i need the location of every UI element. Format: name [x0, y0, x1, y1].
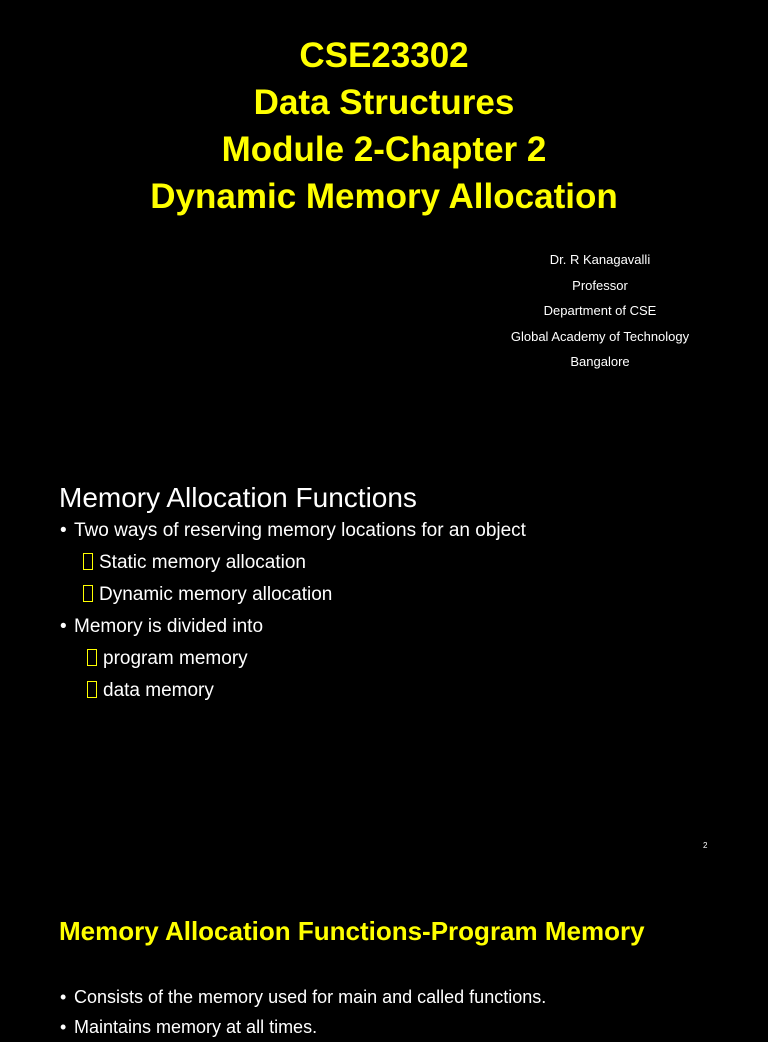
- sub-item: [60, 643, 526, 675]
- sub-item: [60, 675, 526, 707]
- slide-heading: Memory Allocation Functions-Program Memory: [59, 916, 645, 946]
- course-code: CSE23302: [299, 36, 469, 75]
- bullet-text: Maintains memory at all times.: [74, 1017, 318, 1037]
- sub-item-text: Dynamic memory allocation: [99, 584, 333, 605]
- slide-title: [0, 32, 768, 220]
- sub-item-text: data memory: [103, 680, 214, 701]
- bullet-item: [60, 611, 526, 643]
- author-city: Bangalore: [570, 354, 630, 369]
- missing-glyph-box-icon: [83, 553, 93, 570]
- memory-allocation-slide: [0, 400, 768, 858]
- sub-item-text: program memory: [103, 648, 248, 669]
- missing-glyph-box-icon: [87, 649, 97, 666]
- program-memory-slide: [0, 858, 768, 1037]
- bullet-list: [60, 982, 546, 1042]
- page-number: 2: [703, 841, 708, 850]
- topic-label: Dynamic Memory Allocation: [150, 177, 618, 216]
- missing-glyph-box-icon: [83, 585, 93, 602]
- bullet-dot-icon: •: [60, 520, 67, 541]
- sub-item: [60, 547, 526, 579]
- module-label: Module 2-Chapter 2: [221, 130, 547, 169]
- sub-item-text: Static memory allocation: [99, 552, 306, 573]
- author-institution: Global Academy of Technology: [510, 328, 690, 344]
- bullet-text: Two ways of reserving memory locations for an object: [74, 520, 526, 541]
- sub-item: [60, 579, 526, 611]
- author-info: [470, 247, 730, 375]
- author-designation: Professor: [572, 277, 628, 293]
- bullet-dot-icon: •: [60, 616, 67, 637]
- bullet-dot-icon: •: [60, 1017, 67, 1037]
- course-name: Data Structures: [253, 83, 515, 122]
- author-name: Dr. R Kanagavalli: [549, 252, 651, 267]
- missing-glyph-box-icon: [87, 681, 97, 698]
- bullet-dot-icon: •: [60, 987, 67, 1007]
- bullet-text: Consists of the memory used for main and called functions.: [74, 987, 547, 1007]
- slide-heading: Memory Allocation Functions: [59, 482, 417, 513]
- bullet-item: [60, 1012, 546, 1042]
- bullet-text: Memory is divided into: [74, 616, 264, 637]
- author-department: Department of CSE: [543, 303, 657, 318]
- title-slide: [0, 0, 768, 400]
- bullet-item: [60, 515, 526, 547]
- bullet-item: [60, 982, 546, 1012]
- bullet-list: [60, 515, 526, 707]
